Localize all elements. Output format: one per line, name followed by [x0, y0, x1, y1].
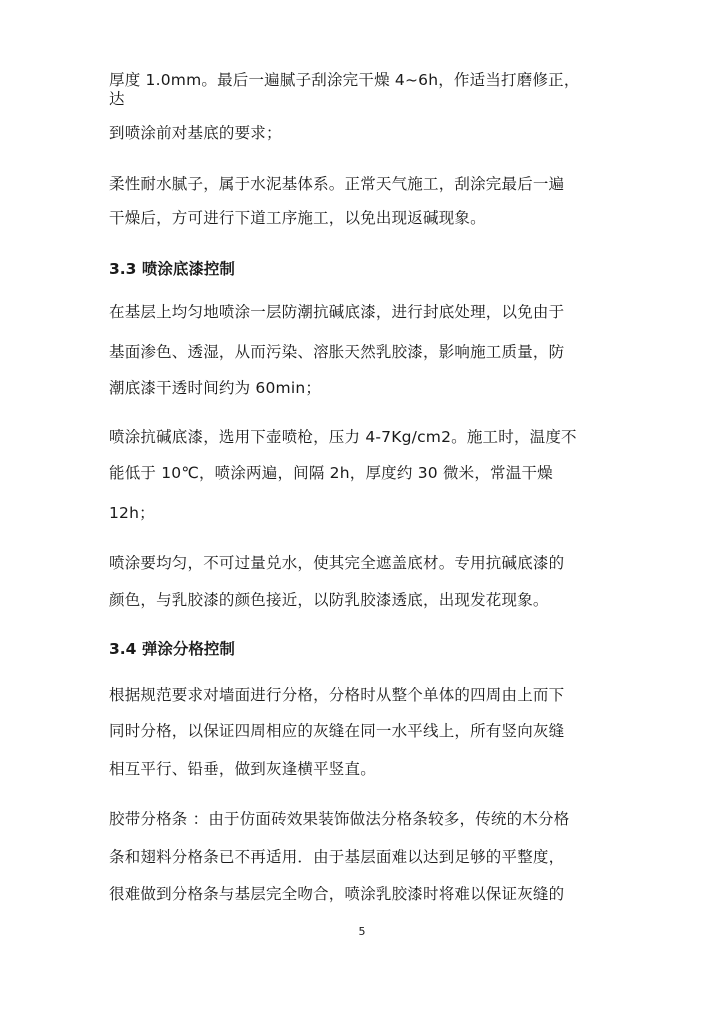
- paragraph-line: 相互平行、铅垂，做到灰逢横平竖直。: [109, 760, 376, 778]
- paragraph-line: 基面渗色、透湿，从而污染、溶胀天然乳胶漆，影响施工质量，防: [109, 343, 565, 361]
- paragraph-line: 达: [109, 90, 125, 108]
- paragraph-line: 柔性耐水腻子，属于水泥基体系。正常天气施工，刮涂完最后一遍: [109, 175, 565, 193]
- page-number: 5: [358, 925, 366, 938]
- section-heading: 3.4 弹涂分格控制: [109, 640, 235, 658]
- paragraph-line: 到喷涂前对基底的要求；: [109, 124, 282, 142]
- paragraph-line: 喷涂抗碱底漆，选用下壶喷枪，压力 4-7Kg/cm2。施工时，温度不: [109, 428, 577, 446]
- paragraph-line: 同时分格，以保证四周相应的灰缝在同一水平线上，所有竖向灰缝: [109, 722, 565, 740]
- paragraph-line: 潮底漆干透时间约为 60min；: [109, 379, 322, 397]
- paragraph-line: 能低于 10℃，喷涂两遍，间隔 2h，厚度约 30 微米，常温干燥: [109, 464, 553, 482]
- paragraph-line: 根据规范要求对墙面进行分格，分格时从整个单体的四周由上而下: [109, 686, 565, 704]
- paragraph-line: 条和翅料分格条已不再适用．由于基层面难以达到足够的平整度，: [109, 848, 565, 866]
- paragraph-line: 干燥后，方可进行下道工序施工，以免出现返碱现象。: [109, 209, 486, 227]
- paragraph-line: 很难做到分格条与基层完全吻合，喷涂乳胶漆时将难以保证灰缝的: [109, 885, 565, 903]
- paragraph-line: 在基层上均匀地喷涂一层防潮抗碱底漆，进行封底处理，以免由于: [109, 303, 565, 321]
- paragraph-line: 胶带分格条 ：由于仿面砖效果装饰做法分格条较多，传统的木分格: [109, 810, 570, 828]
- section-heading: 3.3 喷涂底漆控制: [109, 260, 235, 278]
- paragraph-line: 厚度 1.0mm。最后一遍腻子刮涂完干燥 4~6h，作适当打磨修正，: [109, 71, 580, 89]
- paragraph-line: 12h；: [109, 504, 155, 522]
- paragraph-line: 颜色，与乳胶漆的颜色接近，以防乳胶漆透底，出现发花现象。: [109, 591, 549, 609]
- paragraph-line: 喷涂要均匀，不可过量兑水，使其完全遮盖底材。专用抗碱底漆的: [109, 554, 565, 572]
